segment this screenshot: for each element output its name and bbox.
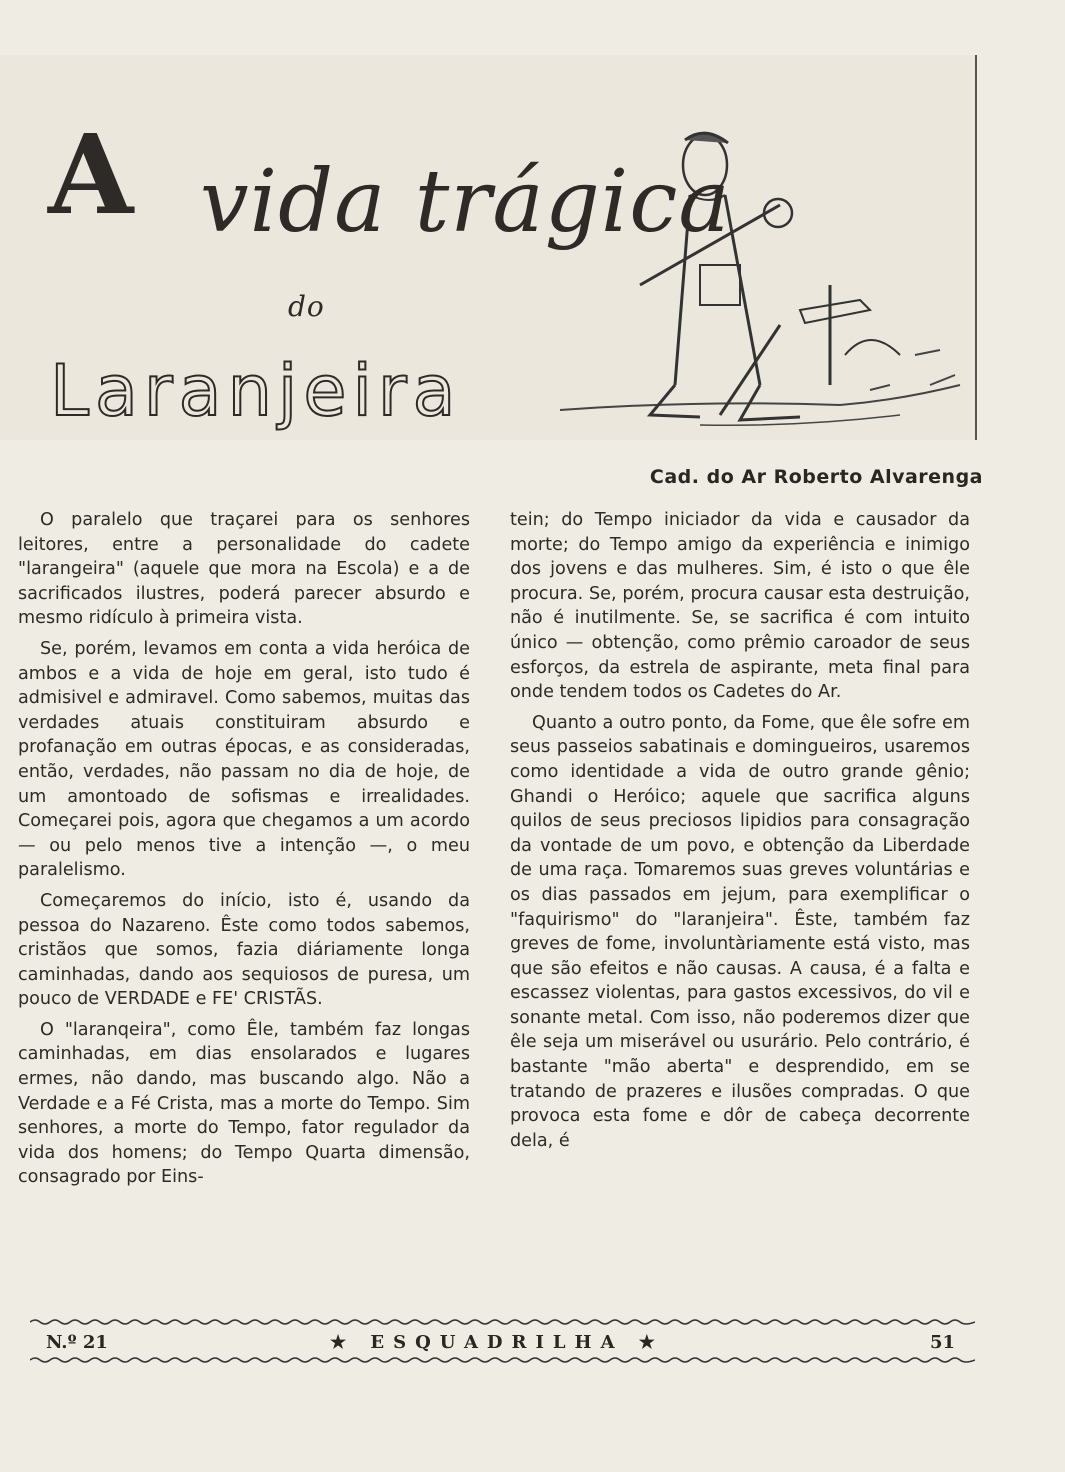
paragraph: Começaremos do início, isto é, usando da pessoa do Nazareno. Êste como todos sabemos, cristãos que somos, fazia diáriamente longa caminhadas, dando aos sequiosos de puresa, um pouco de VERDADE e FE' CRISTÃS. xyxy=(18,890,470,1010)
text-column-right xyxy=(510,508,970,1159)
magazine-name: ★ ESQUADRILHA ★ xyxy=(330,1332,664,1353)
page-footer xyxy=(30,1318,975,1366)
article-title xyxy=(20,60,980,440)
footer-wave-top xyxy=(30,1318,975,1326)
paragraph: tein; do Tempo iniciador da vida e causador da morte; do Tempo amigo da experiência e inimigo dos jovens e das mulheres. Sim, é isto o que êle procura. Se, porém, procura causar esta destruição, não é inutilmente. Se, se sacrifica é com intuito único — obtenção, como prêmio caroador de seus esforços, da estrela de aspirante, meta final para onde tendem todos os Cadetes do Ar. xyxy=(510,510,970,703)
paragraph: Se, porém, levamos em conta a vida heróica de ambos e a vida de hoje em geral, isto tudo é admisivel e admiravel. Como sabemos, muitas das verdades atuais constituiram absurdo e profanação em outras épocas, e as consideradas, então, verdades, não passam no dia de hoje, de um amontoado de sofismas e irrealidades. Começarei pois, agora que chegamos a um acordo — ou pelo menos tive a intenção —, o meu paralelismo. xyxy=(18,638,470,881)
page-number: 51 xyxy=(929,1332,955,1353)
title-letter-a: A xyxy=(48,110,135,239)
title-do: do xyxy=(288,290,325,323)
author-byline: Cad. do Ar Roberto Alvarenga xyxy=(649,466,983,488)
text-column-left xyxy=(18,508,470,1196)
paragraph: O "laranqeira", como Êle, também faz longas caminhadas, em dias ensolarados e lugares ermes, não dando, mas buscando algo. Não a Verdade e a Fé Crista, mas a morte do Tempo. Sim senhores, a morte do Tempo, fator regulador da vida dos homens; do Tempo Quarta dimensão, consagrado por Eins- xyxy=(18,1019,470,1188)
footer-wave-bottom xyxy=(30,1356,975,1364)
issue-number: N.º 21 xyxy=(46,1332,108,1353)
paragraph: O paralelo que traçarei para os senhores leitores, entre a personalidade do cadete "larangeira" (aquele que mora na Escola) e a de sacrificados ilustres, poderá parecer absurdo e mesmo ridículo à primeira vista. xyxy=(18,510,470,629)
title-laranjeira: Laranjeira xyxy=(50,350,462,432)
title-vida-tragica: vida trágica xyxy=(200,152,731,252)
paragraph: Quanto a outro ponto, da Fome, que êle sofre em seus passeios sabatinais e domingueiros, usaremos como identidade a vida de outro grande gênio; Ghandi o Heróico; aquele que sacrifica alguns quilos de seus preciosos lipidios para consagração da vontade de um povo, e obtenção da Liberdade de uma raça. Tomaremos suas greves voluntárias e os dias passados em jejum, para exemplificar o "faquirismo" do "laranjeira". Êste, também faz greves de fome, involuntàriamente está visto, mas que são efeitos e não causas. A causa, é a falta e escassez violentas, para gastos excessivos, do vil e sonante metal. Com isso, não poderemos dizer que êle seja um miserável ou usurário. Pelo contrário, é bastante "mão aberta" e desprendido, em se tratando de prazeres e ilusões compradas. O que provoca esta fome e dôr de cabeça decorrente dela, é xyxy=(510,712,970,1151)
